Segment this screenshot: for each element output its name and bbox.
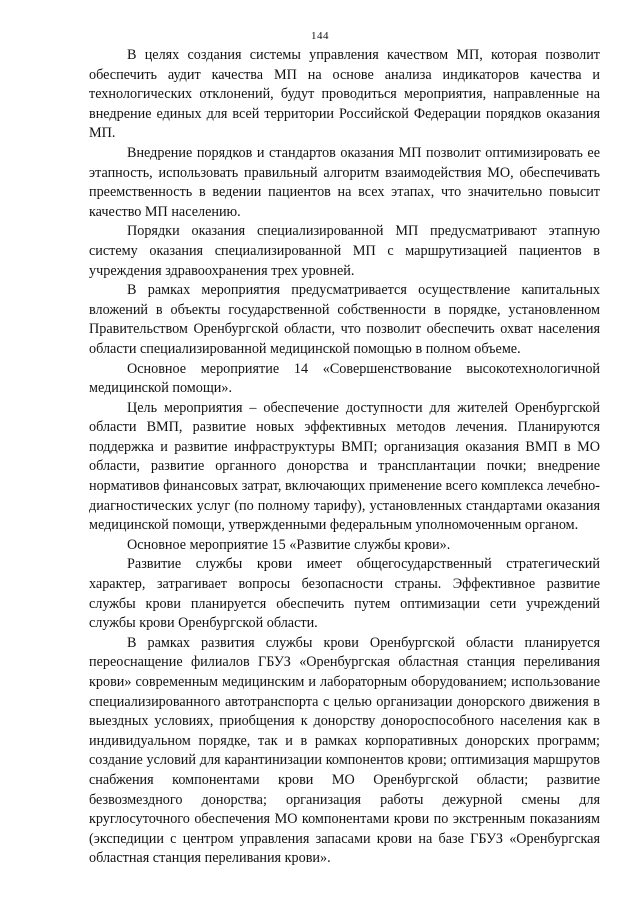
paragraph: В рамках мероприятия предусматривается осуществление капитальных вложений в объекты государственной собственности в порядке, установленном Правительством Оренбургской области, что позволит обеспечить охват населения области специализированной медицинской помощью в полном объеме. xyxy=(89,282,600,357)
paragraph: Внедрение порядков и стандартов оказания МП позволит оптимизировать ее этапность, использовать правильный алгоритм взаимодействия МО, обеспечивать преемственность в ведении пациентов на всех этапах, что значительно повысит качество МП населению. xyxy=(89,144,600,220)
paragraph: В рамках развития службы крови Оренбургской области планируется переоснащение филиалов ГБУЗ «Оренбургская областная станция переливания крови» современным медицинским и лабораторным оборудованием; использование специализированного автотранспорта с целью организации донорского движения в выездных условиях, приобщения к донорству донороспособного населения как в индивидуальном порядке, так и в рамках корпоративных донорских программ; создание условий для карантинизации компонентов крови; оптимизация маршрутов снабжения компонентами крови МО Оренбургской области; развитие безвозмездного донорства; организация работы дежурной смены для круглосуточного обеспечения МО компонентами крови по экстренным показаниям (экспедиции с центром управления запасами крови на базе ГБУЗ «Оренбургская областная станция переливания крови». xyxy=(89,634,600,867)
paragraph: Развитие службы крови имеет общегосударственный стратегический характер, затрагивает вопросы безопасности страны. Эффективное развитие службы крови планируется обеспечить путем оптимизации сети учреждений службы крови Оренбургской области. xyxy=(89,556,600,632)
paragraph: Порядки оказания специализированной МП предусматривают этапную систему оказания специализированной МП с маршрутизацией пациентов в учреждения здравоохранения трех уровней. xyxy=(89,223,600,279)
paragraph: Основное мероприятие 14 «Совершенствование высокотехнологичной медицинской помощи». xyxy=(89,360,600,397)
paragraph: В целях создания системы управления качеством МП, которая позволит обеспечить аудит качества МП на основе анализа индикаторов качества и технологических отклонений, будут проводиться мероприятия, направленные на внедрение единых для всей территории Российской Федерации порядков оказания МП. xyxy=(89,47,600,142)
paragraph: Основное мероприятие 15 «Развитие службы крови». xyxy=(127,536,451,553)
paragraph: Цель мероприятия – обеспечение доступности для жителей Оренбургской области ВМП, развитие новых эффективных методов лечения. Планируются поддержка и развитие инфраструктуры ВМП; организация оказания ВМП в МО области, развитие органного донорства и трансплантации почки; внедрение нормативов финансовых затрат, включающих применение всего комплекса лечебно-диагностических услуг (по полному тарифу), установленных стандартами оказания медицинской помощи, утвержденными федеральным уполномоченным органом. xyxy=(89,399,600,534)
page-number: 144 xyxy=(311,30,329,42)
body-text xyxy=(89,46,600,869)
